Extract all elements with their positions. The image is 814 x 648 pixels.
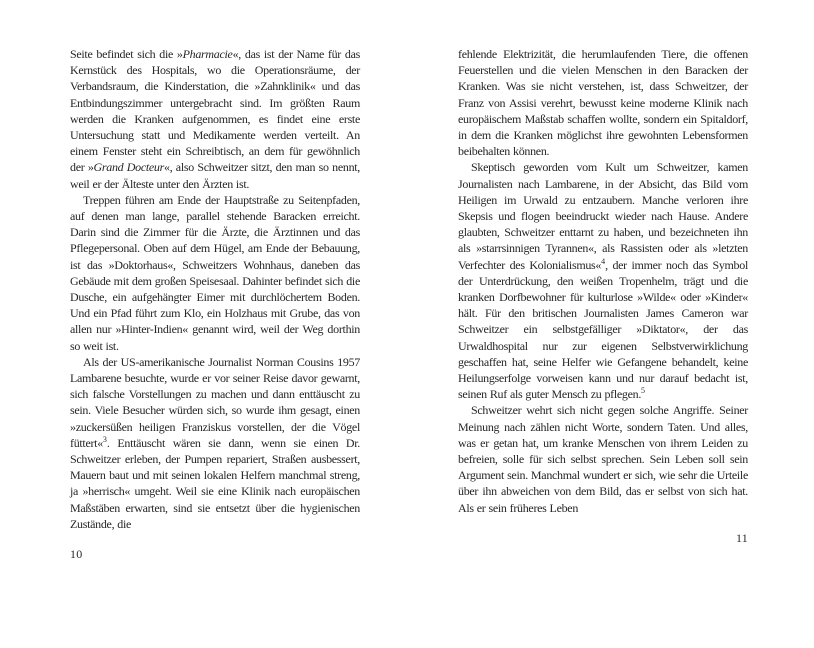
right-page-text [458,46,748,516]
paragraph: fehlende Elektrizität, die herumlaufenden Tiere, die offenen Feuerstellen und die vielen Menschen in den Baracken der Kranken. Was sie nicht verstehen, ist, dass Schweitzer, der Franz von Assisi verehrt, bewusst keine moderne Klinik nach europäischem Maßstab schaffen wollte, sondern ein Spitaldorf, in dem die Kranken möglichst ihre gewohnten Lebensformen beibehalten können. [458,47,748,159]
right-page-number: 11 [736,530,748,545]
left-page [70,46,360,562]
paragraph: Schweitzer wehrt sich nicht gegen solche Angriffe. Seiner Meinung nach zählen nicht Worte, sondern Taten. Und alles, was er getan hat, um kranke Menschen von ihrem Leiden zu befreien, solle für sich selbst sprechen. Sein Leben soll sein Argument sein. Manchmal wundert er sich, wie sehr die Urteile über ihn abweichen von dem Bild, das er selbst von sich hat. Als er sein früheres Leben [458,403,748,515]
left-page-number: 10 [70,547,83,562]
paragraph: Seite befindet sich die »Pharmacie«, das ist der Name für das Kernstück des Hospitals, wo die Operationsräume, der Verbandsraum, die Kinderstation, die »Zahnklinik« und das Entbindungszimmer untergebracht sind. Im größten Raum werden die Kranken aufgenommen, es findet eine erste Untersuchung statt und Medikamente werden verteilt. An einem Fenster steht ein Schreibtisch, an dem für gewöhnlich der »Grand Docteur«, also Schweitzer sitzt, den man so nennt, weil er der Älteste unter den Ärzten ist. [70,47,360,191]
paragraph: Skeptisch geworden vom Kult um Schweitzer, kamen Journalisten nach Lambarene, in der Absicht, das Bild vom Heiligen im Urwald zu entzaubern. Manche verloren ihre Skepsis und flogen beeindruckt wieder nach Hause. Andere glaubten, Schweitzer enttarnt zu haben, und bezeichneten ihn als »starrsinnigen Tyrannen«, als Rassisten oder als »letzten Verfechter des Kolonialismus«$^4$, der immer noch das Symbol der Unterdrückung, den weißen Tropenhelm, trägt und die kranken Dorfbewohner für kulturlose »Wilde« oder »Kinder« hält. Für den britischen Journalisten James Cameron war Schweitzer ein selbstgefälliger »Diktator«, der das Urwaldhospital nur zur eigenen Selbstverwirklichung geschaffen hat, seine Helfer wie Gefangene behandelt, keine Heilungserfolge vorweisen kann und nur darauf bedacht ist, seinen Ruf als guter Mensch zu pflegen.$^5$ [458,160,748,402]
paragraph: Als der US-amerikanische Journalist Norman Cousins 1957 Lambarene besuchte, wurde er vor seiner Reise davor gewarnt, sich falsche Vorstellungen zu machen und dann enttäuscht zu sein. Viele Besucher würden sich, so wurde ihm gesagt, einen »zuckersüßen heiligen Franziskus vorstellen, der die Vögel füttert«$^3$. Enttäuscht wären sie dann, wenn sie einen Dr. Schweitzer erleben, der Pumpen repariert, Straßen ausbessert, Mauern baut und mit seinen lokalen Helfern manchmal streng, ja »herrisch« umgeht. Weil sie eine Klinik nach europäischen Maßstäben erwarten, sind sie entsetzt über die hygienischen Zustände, die [70,354,360,531]
left-page-text [70,46,360,532]
right-page [458,46,748,546]
paragraph: Treppen führen am Ende der Hauptstraße zu Seitenpfaden, auf denen man lange, parallel stehende Baracken erreicht. Darin sind die Zimmer für die Ärzte, die Ärztinnen und das Pflegepersonal. Oben auf dem Hügel, am Ende der Bebauung, ist das »Doktorhaus«, Schweitzers Wohnhaus, daneben das Gebäude mit dem großen Speisesaal. Dahinter befindet sich die Dusche, ein aufgehängter Eimer mit durchlöchertem Boden. Und ein Pfad führt zum Klo, ein Holzhaus mit Grube, das von allen nur »Hinter-Indien« genannt wird, weil der Weg dorthin so weit ist. [70,192,360,353]
